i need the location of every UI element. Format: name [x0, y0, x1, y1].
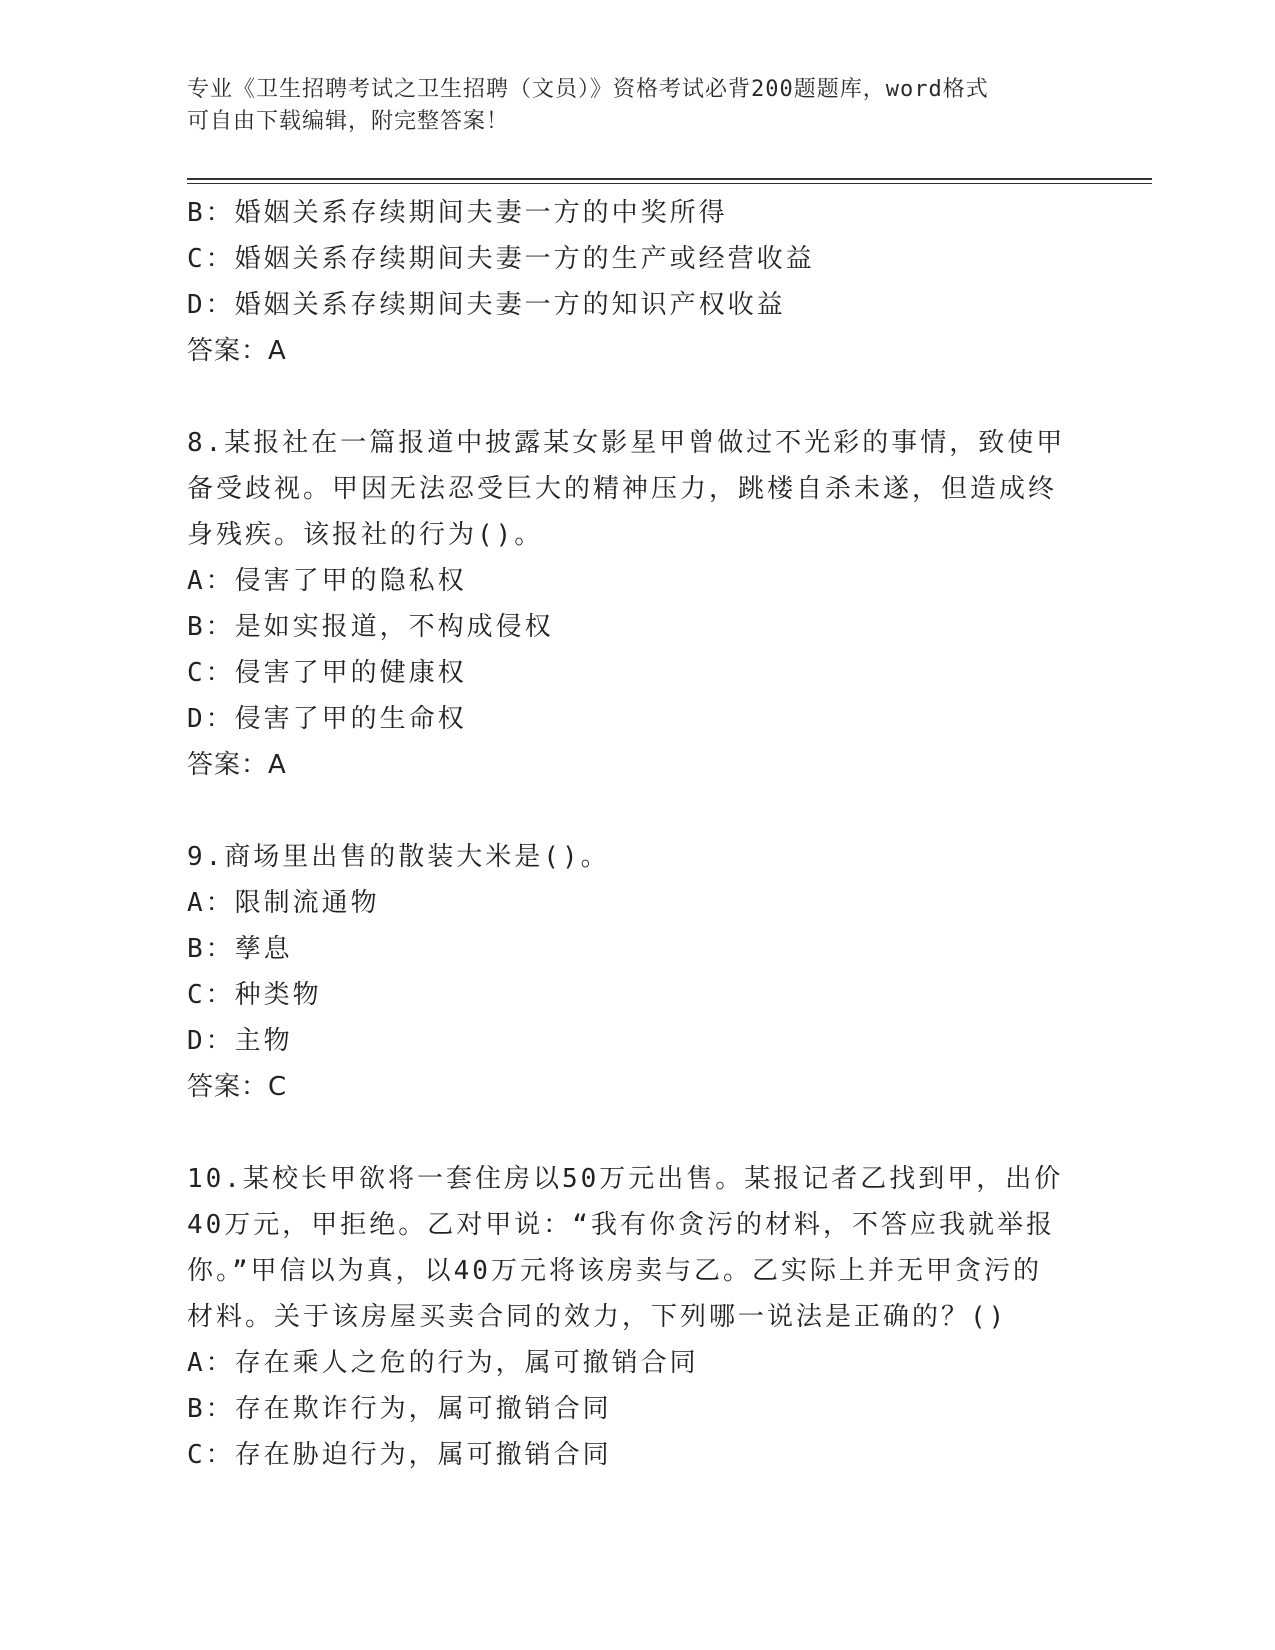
question-10 [187, 1156, 1087, 1478]
q8-option-c: C：侵害了甲的健康权 [187, 658, 467, 688]
page-header [187, 74, 1067, 138]
spacer [187, 374, 1087, 420]
q10-stem-line-2: 40万元，甲拒绝。乙对甲说：“我有你贪污的材料，不答应我就举报 [187, 1210, 1055, 1240]
q9-stem-line-1: 9.商场里出售的散装大米是()。 [187, 842, 610, 872]
q10-stem-line-3: 你。”甲信以为真，以40万元将该房卖与乙。乙实际上并无甲贪污的 [187, 1256, 1042, 1286]
q7-option-d: D：婚姻关系存续期间夫妻一方的知识产权收益 [187, 290, 786, 320]
q8-stem-line-1: 8.某报社在一篇报道中披露某女影星甲曾做过不光彩的事情，致使甲 [187, 428, 1066, 458]
q10-option-a: A：存在乘人之危的行为，属可撤销合同 [187, 1348, 699, 1378]
q8-answer: 答案：A [187, 750, 287, 780]
q7-option-b: B：婚姻关系存续期间夫妻一方的中奖所得 [187, 198, 728, 228]
q8-option-a: A：侵害了甲的隐私权 [187, 566, 467, 596]
q10-stem-line-4: 材料。关于该房屋买卖合同的效力，下列哪一说法是正确的？() [187, 1302, 1008, 1332]
spacer [187, 788, 1087, 834]
header-line-1: 专业《卫生招聘考试之卫生招聘（文员）》资格考试必背200题题库，word格式 [187, 77, 989, 102]
question-8 [187, 420, 1087, 788]
header-divider [187, 178, 1152, 184]
header-line-2: 可自由下载编辑，附完整答案！ [187, 109, 510, 134]
q8-option-d: D：侵害了甲的生命权 [187, 704, 467, 734]
q10-option-b: B：存在欺诈行为，属可撤销合同 [187, 1394, 612, 1424]
q9-option-c: C：种类物 [187, 980, 322, 1010]
spacer [187, 1110, 1087, 1156]
question-7 [187, 190, 1087, 374]
q10-option-c: C：存在胁迫行为，属可撤销合同 [187, 1440, 612, 1470]
q7-option-c: C：婚姻关系存续期间夫妻一方的生产或经营收益 [187, 244, 815, 274]
q8-option-b: B：是如实报道，不构成侵权 [187, 612, 554, 642]
q7-answer: 答案：A [187, 336, 287, 366]
question-9 [187, 834, 1087, 1110]
q8-stem-line-2: 备受歧视。甲因无法忍受巨大的精神压力，跳楼自杀未遂，但造成终 [187, 474, 1058, 504]
q8-stem-line-3: 身残疾。该报社的行为()。 [187, 520, 544, 550]
question-content [187, 190, 1087, 1478]
q9-option-d: D：主物 [187, 1026, 293, 1056]
q9-answer: 答案：C [187, 1072, 288, 1102]
q9-option-b: B：孳息 [187, 934, 293, 964]
q9-option-a: A：限制流通物 [187, 888, 380, 918]
q10-stem-line-1: 10.某校长甲欲将一套住房以50万元出售。某报记者乙找到甲，出价 [187, 1164, 1064, 1194]
